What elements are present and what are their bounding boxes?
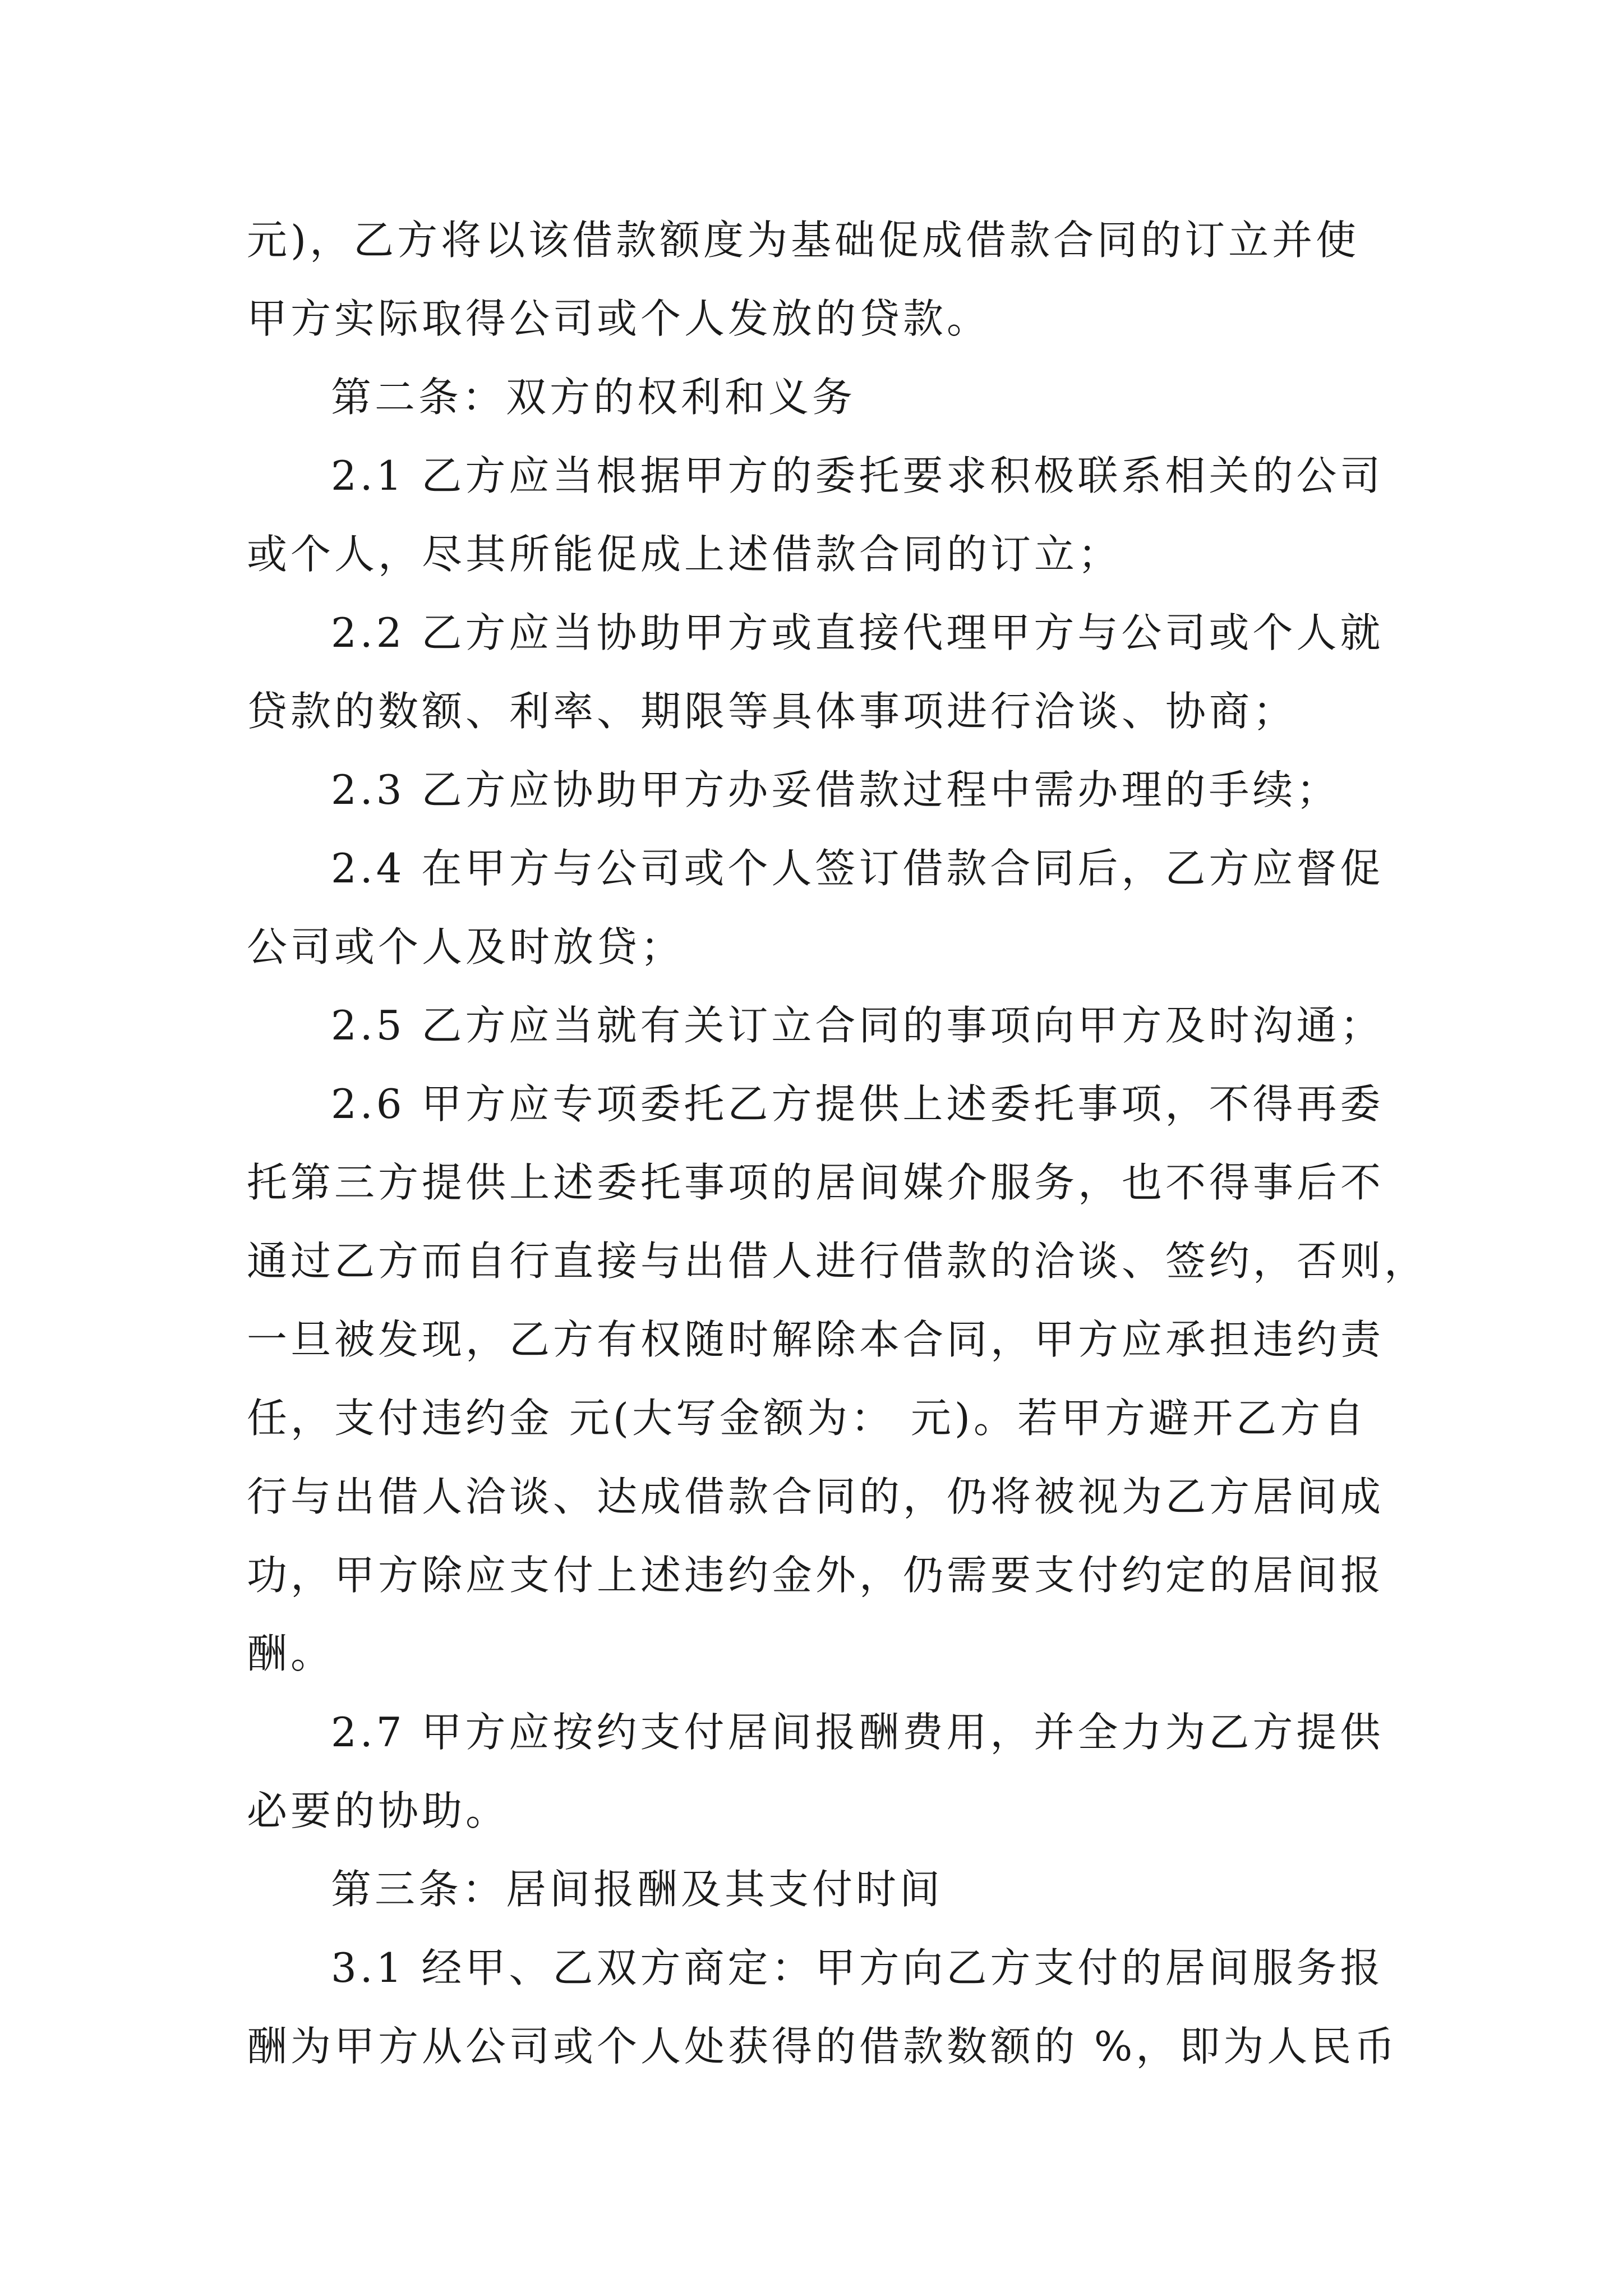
clause-2-4 — [247, 829, 1385, 908]
text-line: 托第三方提供上述委托事项的居间媒介服务，也不得事后不 — [247, 1159, 1385, 1206]
clause-2-4-cont — [247, 908, 1385, 986]
article-3-heading — [247, 1850, 1385, 1929]
clause-2-2 — [247, 593, 1385, 672]
clause-2-7 — [247, 1693, 1385, 1772]
text-line: 2.7 甲方应按约支付居间报酬费用，并全力为乙方提供 — [331, 1709, 1384, 1756]
article-2-heading — [247, 358, 1385, 436]
clause-2-6 — [247, 1065, 1385, 1143]
clause-2-3 — [247, 751, 1385, 829]
text-line: 通过乙方而自行直接与出借人进行借款的洽谈、签约，否则， — [247, 1237, 1428, 1285]
text-line: 一旦被发现，乙方有权随时解除本合同，甲方应承担违约责 — [247, 1316, 1385, 1363]
clause-2-1 — [247, 436, 1385, 515]
text-line: 行与出借人洽谈、达成借款合同的，仍将被视为乙方居间成 — [247, 1473, 1385, 1520]
text-line: 或个人，尽其所能促成上述借款合同的订立； — [247, 531, 1122, 578]
text-line: 2.1 乙方应当根据甲方的委托要求积极联系相关的公司 — [331, 452, 1384, 499]
clause-2-1-cont — [247, 515, 1385, 593]
text-line: 2.4 在甲方与公司或个人签订借款合同后，乙方应督促 — [331, 845, 1384, 892]
text-line: 甲方实际取得公司或个人发放的贷款。 — [247, 295, 991, 342]
clause-2-5 — [247, 986, 1385, 1065]
text-line: 2.6 甲方应专项委托乙方提供上述委托事项，不得再委 — [331, 1080, 1384, 1128]
text-line: 酬。 — [247, 1630, 335, 1677]
clause-3-1 — [247, 1929, 1385, 2007]
clause-3-1-cont — [247, 2007, 1399, 2086]
clause-2-6-cont — [247, 1143, 1428, 1693]
text-line: 贷款的数额、利率、期限等具体事项进行洽谈、协商； — [247, 688, 1297, 735]
document-body — [247, 201, 1428, 2086]
text-line: 3.1 经甲、乙双方商定：甲方向乙方支付的居间服务报 — [331, 1944, 1384, 1991]
paragraph-continuation — [247, 201, 1385, 358]
text-line: 第二条：双方的权利和义务 — [331, 374, 856, 421]
text-line: 任，支付违约金 元(大写金额为： 元)。若甲方避开乙方自 — [247, 1395, 1367, 1442]
text-line: 2.5 乙方应当就有关订立合同的事项向甲方及时沟通； — [331, 1002, 1384, 1049]
text-line: 2.2 乙方应当协助甲方或直接代理甲方与公司或个人就 — [331, 609, 1384, 656]
text-line: 功，甲方除应支付上述违约金外，仍需要支付约定的居间报 — [247, 1552, 1385, 1599]
clause-2-2-cont — [247, 672, 1385, 751]
text-line: 公司或个人及时放贷； — [247, 923, 685, 970]
clause-2-7-cont — [247, 1772, 1385, 1850]
text-line: 必要的协助。 — [247, 1787, 510, 1834]
text-line: 酬为甲方从公司或个人处获得的借款数额的 %，即为人民币 — [247, 2023, 1399, 2070]
text-line: 元)，乙方将以该借款额度为基础促成借款合同的订立并使 — [247, 217, 1360, 264]
text-line: 2.3 乙方应协助甲方办妥借款过程中需办理的手续； — [331, 766, 1340, 813]
text-line: 第三条：居间报酬及其支付时间 — [331, 1866, 944, 1913]
